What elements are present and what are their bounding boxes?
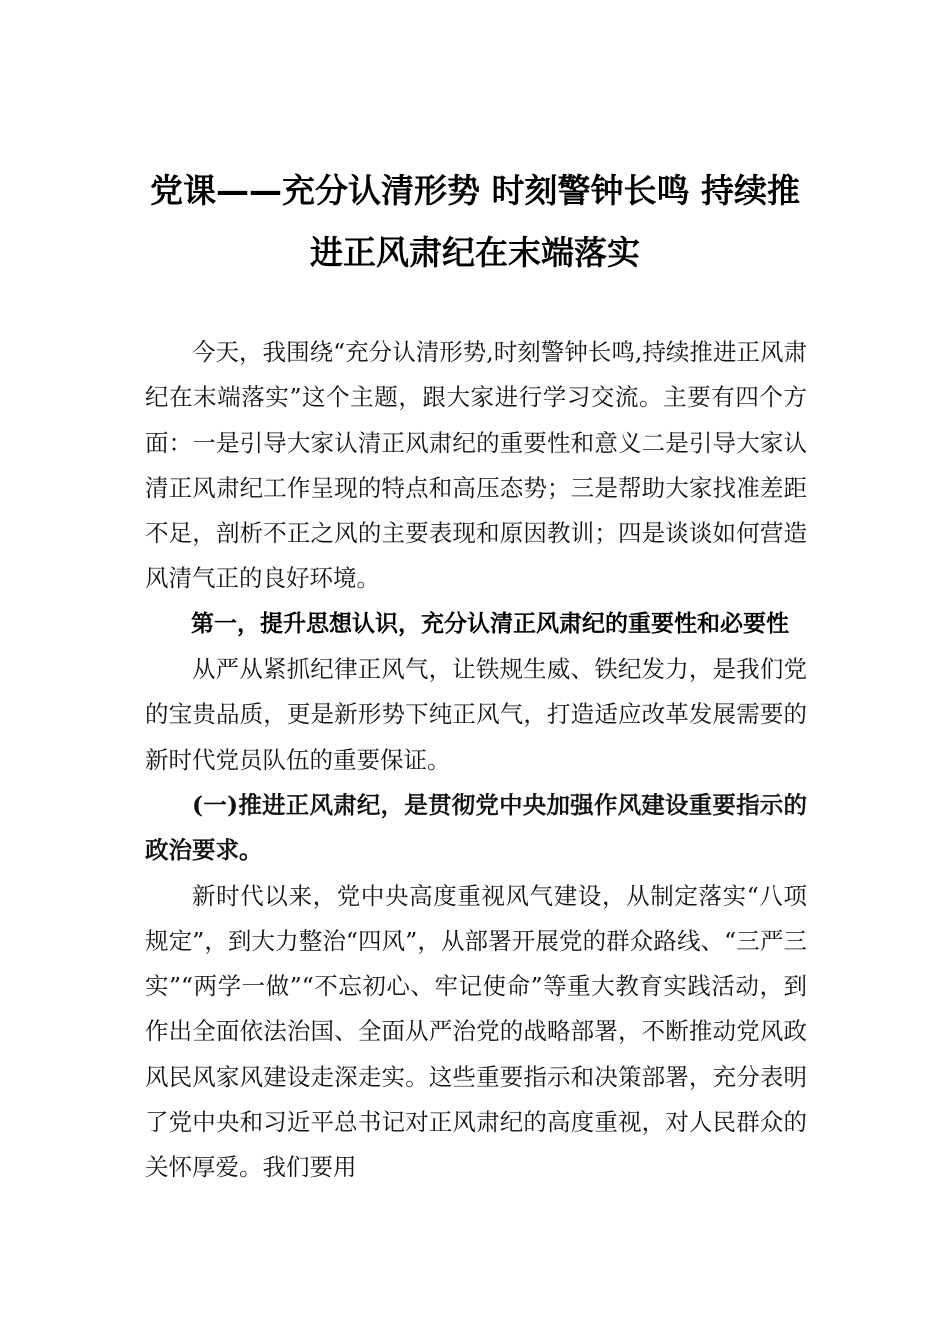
body-paragraph: 从严从紧抓纪律正风气，让铁规生威、铁纪发力，是我们党的宝贵品质，更是新形势下纯正风气，打造适应改革发展需要的新时代党员队伍的重要保证。 <box>145 655 807 774</box>
document-body <box>145 330 807 1191</box>
document-title: 党课——充分认清形势 时刻警钟长鸣 持续推进正风肃纪在末端落实 <box>150 171 800 272</box>
body-paragraph: 新时代以来，党中央高度重视风气建设，从制定落实“八项规定”，到大力整治“四风”，从部署开展党的群众路线、“三严三实”“两学一做”“不忘初心、牢记使命”等重大教育实践活动，到作出全面依法治国、全面从严治党的战略部署，不断推动党风政风民风家风建设走深走实。这些重要指示和决策部署，充分表明了党中央和习近平总书记对正风肃纪的高度重视，对人民群众的关怀厚爱。我们要用 <box>145 881 807 1182</box>
section-heading-1: 第一，提升思想认识，充分认清正风肃纪的重要性和必要性 <box>191 610 789 637</box>
intro-paragraph: 今天，我围绕“充分认清形势,时刻警钟长鸣,持续推进正风肃纪在末端落实”这个主题，跟大家进行学习交流。主要有四个方面：一是引导大家认清正风肃纪的重要性和意义二是引导大家认清正风肃纪工作呈现的特点和高压态势；三是帮助大家找准差距不足，剖析不正之风的主要表现和原因教训；四是谈谈如何营造风清气正的良好环境。 <box>145 338 807 593</box>
subsection-heading-1: (一)推进正风肃纪，是贯彻党中央加强作风建设重要指示的政治要求。 <box>145 790 807 865</box>
